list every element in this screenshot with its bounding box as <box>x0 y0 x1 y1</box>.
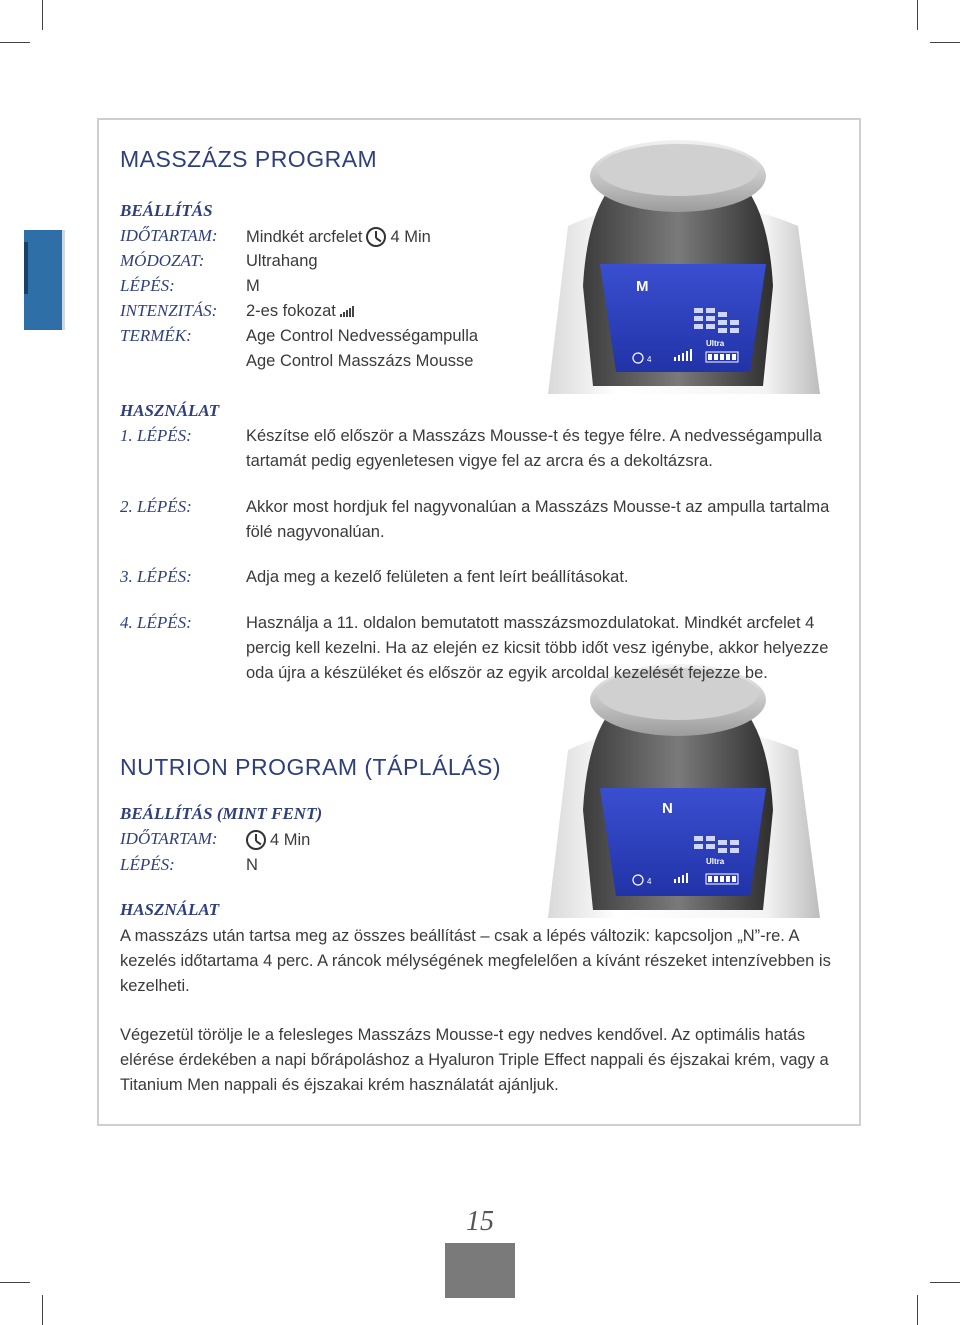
device-image-massage <box>528 136 824 394</box>
section-title-nutrion: NUTRION PROGRAM (TÁPLÁLÁS) <box>120 754 502 780</box>
step-label: 2. LÉPÉS: <box>120 497 192 516</box>
step-text: Használja a 11. oldalon bemutatott masszázsmozdulatokat. Mindkét arcfelet 4 percig kell kezelni. Ha az elején ez kicsit több időt vesz igénybe, akkor helyezze oda újra a készüléket és először az egyik arcoldal kezelését fejezze be. <box>246 614 829 682</box>
settings-heading: BEÁLLÍTÁS (MINT FENT) <box>120 804 323 823</box>
page-number: 15 <box>466 1206 494 1237</box>
step-text: Készítse elő először a Masszázs Mousse-t és tegye félre. A nedvességampulla tartamát pedig egyenletesen vigye fel az arcra és a dekoltázsra. <box>246 427 822 470</box>
crop-mark <box>42 0 43 30</box>
crop-mark <box>0 42 30 43</box>
display-timer: 4 <box>647 877 652 886</box>
settings-heading: BEÁLLÍTÁS <box>120 201 213 220</box>
display-ultra: Ultra <box>706 857 725 866</box>
crop-mark <box>930 1282 960 1283</box>
crop-mark <box>917 1295 918 1325</box>
signal-bars-icon <box>340 303 355 322</box>
clock-icon <box>246 830 266 850</box>
display-timer: 4 <box>647 355 652 364</box>
duration-minutes: 4 Min <box>270 831 311 849</box>
clock-icon <box>366 227 386 247</box>
crop-mark <box>917 0 918 30</box>
setting-value-duration <box>246 227 431 247</box>
setting-value-duration <box>242 830 310 850</box>
setting-label-step: LÉPÉS: <box>120 276 175 295</box>
display-mode: N <box>662 800 673 817</box>
display-ultra: Ultra <box>706 339 725 348</box>
setting-value-step: N <box>246 856 258 874</box>
crop-mark <box>42 1295 43 1325</box>
step-text: Akkor most hordjuk fel nagyvonalúan a Masszázs Mousse-t az ampulla tartalma fölé nagyvonalúan. <box>246 498 830 541</box>
crop-mark <box>0 1282 30 1283</box>
step-label: 3. LÉPÉS: <box>120 567 192 586</box>
duration-minutes: 4 Min <box>390 228 431 246</box>
setting-value-product-1: Age Control Nedvességampulla <box>246 327 479 345</box>
setting-label-product: TERMÉK: <box>120 326 192 345</box>
usage-heading: HASZNÁLAT <box>120 900 220 919</box>
section-title-massage: MASSZÁZS PROGRAM <box>120 146 378 172</box>
display-mode: M <box>636 278 649 295</box>
setting-value-intensity <box>246 302 355 322</box>
step-label: 4. LÉPÉS: <box>120 613 192 632</box>
setting-label-duration: IDŐTARTAM: <box>120 226 218 245</box>
chapter-tab <box>24 230 65 330</box>
closing-paragraph: Végezetül törölje le a felesleges Masszázs Mousse-t egy nedves kendővel. Az optimális hatás elérése érdekében a napi bőrápoláshoz a Hyaluron Triple Effect nappali és éjszakai krém, vagy a Titanium Men nappali és éjszakai krém használatát ajánljuk. <box>120 1026 829 1094</box>
step-label: 1. LÉPÉS: <box>120 426 192 445</box>
usage-paragraph: A masszázs után tartsa meg az összes beállítást – csak a lépés változik: kapcsoljon „N”-re. A kezelés időtartama 4 perc. A ráncok mélységének megfelelően a kívánt részeket intenzívebben is kezelheti. <box>120 927 831 995</box>
setting-label-intensity: INTENZITÁS: <box>120 301 218 320</box>
page-number-block <box>445 1243 515 1298</box>
step-text: Adja meg a kezelő felületen a fent leírt beállításokat. <box>246 568 629 586</box>
setting-value-product-2: Age Control Masszázs Mousse <box>246 352 474 370</box>
setting-value-mode: Ultrahang <box>246 252 318 270</box>
setting-label-step: LÉPÉS: <box>120 855 175 874</box>
duration-text: Mindkét arcfelet <box>246 228 363 246</box>
intensity-text: 2-es fokozat <box>246 302 336 320</box>
setting-label-duration: IDŐTARTAM: <box>120 829 218 848</box>
usage-heading: HASZNÁLAT <box>120 401 220 420</box>
crop-mark <box>930 42 960 43</box>
setting-value-step: M <box>246 277 260 295</box>
device-image-nutrion <box>528 660 824 918</box>
setting-label-mode: MÓDOZAT: <box>120 251 205 270</box>
